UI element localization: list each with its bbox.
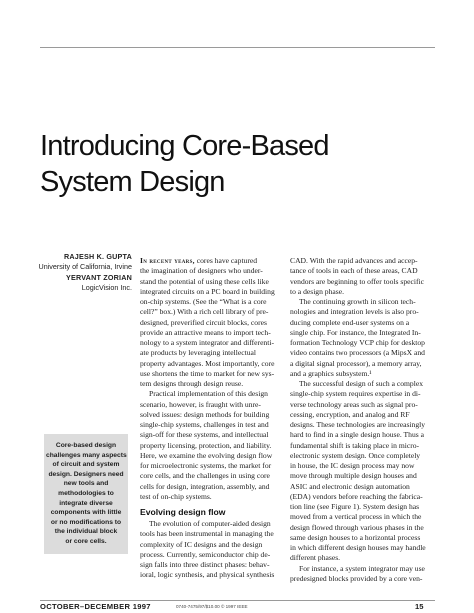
text-line: integrated circuits on a PC board in building: [140, 286, 275, 296]
text-line: tem designs through design reuse.: [140, 379, 244, 388]
text-line: process. Currently, semiconductor chip de-: [140, 549, 271, 559]
author-name: YERVANT ZORIAN: [65, 272, 132, 282]
copyright-notice: 0740-7475/97/$10.00 © 1997 IEEE: [176, 604, 248, 609]
text-line: For instance, a system integrator may use: [299, 563, 425, 573]
pull-quote-line: new tools and: [63, 480, 109, 488]
pull-quote-line: of circuit and system: [52, 461, 120, 469]
text-line: CAD. With the rapid advances and accep-: [290, 256, 418, 265]
text-line: core cells, and the challenges in using core: [140, 471, 270, 481]
text-line: cessing, encryption, and analog and RF: [290, 409, 410, 419]
text-line: different phases.: [290, 553, 341, 563]
text-line: predesigned blocks provided by a core ven-: [290, 573, 423, 583]
issue-date: OCTOBER–DECEMBER 1997: [40, 602, 151, 611]
text-line: for microelectronic systems, the market for: [140, 461, 272, 470]
header-rule: [40, 47, 435, 48]
text-line: sign falls into three distinct phases: behav-: [140, 560, 270, 569]
lead-line: [140, 256, 279, 266]
text-line: in house, the IC design process may now: [290, 461, 415, 470]
text-line: in which different design houses may handle: [290, 543, 426, 552]
section-heading: Evolving design flow: [140, 507, 226, 517]
paragraph: [140, 266, 279, 389]
paragraph: [290, 256, 429, 297]
body-column-right: [290, 256, 429, 584]
title-line-1: Introducing Core-Based: [40, 130, 329, 162]
title-line-2: System Design: [40, 166, 225, 198]
text-line: Here, we examine the evolving design flow: [140, 450, 273, 460]
footer-rule: [40, 600, 435, 601]
text-line: single chip. For instance, the Integrated In-: [290, 327, 421, 337]
text-line: scenario, however, is fraught with unre-: [140, 399, 261, 409]
page-number: 15: [415, 602, 424, 611]
text-line: moved from a vertical process in which the: [290, 512, 422, 522]
text-line: fundamental shift is taking place in micro-: [290, 440, 420, 450]
text-line: ate products by leveraging intellectual: [140, 348, 256, 358]
pull-quote-line: methodologies to: [58, 489, 114, 497]
pull-quote-line: components with little: [50, 509, 122, 517]
text-line: stand the potential of using these cells like: [140, 276, 269, 286]
text-line: (EDA) vendors before reaching the fabrica-: [290, 491, 423, 501]
text-line: vendors are beginning to offer tools specific: [290, 276, 424, 286]
text-line: nologies and integration levels is also pro-: [290, 307, 419, 317]
text-line: verse technology areas such as signal pro-: [290, 399, 418, 409]
text-line: and a graphics subsystem.¹: [290, 368, 372, 378]
text-line: designed, preverified circuit blocks, cores: [140, 317, 267, 327]
text-line: single-chip system requires expertise in di-: [290, 389, 421, 399]
text-line: video contains two processors (a MipsX and: [290, 348, 425, 358]
text-line: The successful design of such a complex: [299, 379, 423, 388]
author-byline: [28, 252, 132, 294]
text-line: complexity of IC designs and the design: [140, 539, 263, 549]
text-line: ASIC and electronic design automation: [290, 481, 410, 491]
text-line: sign-off for these systems, and intellectual: [140, 430, 269, 440]
text-line: tance of tools in each of these areas, CAD: [290, 266, 418, 276]
pull-quote-line: the individual block: [54, 528, 118, 536]
text-line: The continuing growth in silicon tech-: [299, 297, 416, 306]
text-line: property licensing, protection, and liability.: [140, 440, 272, 450]
lead-line-rest: cores have captured: [194, 256, 258, 265]
pull-quote-line: challenges many aspects: [46, 451, 127, 459]
text-line: formation Technology VCP chip for desktop: [290, 338, 425, 347]
text-line: ducing complete end-user systems on a: [290, 317, 410, 327]
paragraph: [140, 389, 279, 502]
author-affiliation: University of California, Irvine: [38, 262, 132, 272]
text-line: use shortens the time to market for new sys-: [140, 368, 275, 378]
pull-quote-line: Core-based design: [55, 442, 117, 449]
pull-quote-box: [44, 434, 128, 554]
text-line: hard to find in a single design house. Thus a: [290, 430, 424, 440]
author-affiliation: LogicVision Inc.: [81, 283, 132, 293]
paragraph: [290, 297, 429, 379]
paragraph: [290, 564, 429, 585]
paragraph: [140, 519, 279, 581]
body-column-middle: [140, 256, 279, 581]
text-line: property advantages. Most importantly, core: [140, 358, 275, 368]
text-line: to a design phase.: [290, 286, 344, 296]
paragraph: [290, 379, 429, 564]
text-line: provide an attractive means to import tech-: [140, 327, 271, 337]
text-line: The evolution of computer-aided design: [149, 519, 271, 528]
pull-quote-line: integrate diverse: [59, 499, 113, 507]
pull-quote-line: or core cells.: [65, 537, 107, 545]
text-line: a digital signal processor), a memory array,: [290, 358, 422, 368]
pull-quote-line: or no modifications to: [50, 518, 122, 526]
text-line: single-chip systems, challenges in test and: [140, 420, 269, 429]
text-line: cells for design, integration, assembly, and: [140, 481, 270, 491]
text-line: on-chip systems. (See the “What is a core: [140, 297, 267, 306]
text-line: tion line (see Figure 1). System design has: [290, 502, 420, 511]
text-line: tools has been instrumental in managing the: [140, 529, 274, 539]
text-line: move through multiple design houses and: [290, 471, 417, 481]
text-line: electronic system design. Once completely: [290, 450, 421, 460]
lead-words: In recent years,: [140, 256, 195, 265]
author-name: RAJESH K. GUPTA: [64, 252, 132, 261]
article-title: [40, 128, 440, 200]
text-line: ioral, logic synthesis, and physical synthesis: [140, 570, 275, 580]
text-line: nology to a system integrator and differenti-: [140, 338, 274, 347]
text-line: design flowed through various phases in the: [290, 522, 424, 532]
text-line: designs. These technologies are increasingly: [290, 420, 426, 429]
text-line: the imagination of designers who under-: [140, 266, 263, 276]
text-line: solved issues: design methods for building: [140, 409, 270, 419]
text-line: Practical implementation of this design: [149, 389, 268, 399]
text-line: same design houses to a horizontal process: [290, 532, 421, 542]
text-line: test of on-chip systems.: [140, 491, 212, 501]
text-line: cell?” box.) With a rich cell library of pre-: [140, 307, 269, 317]
pull-quote-line: design. Designers need: [48, 470, 124, 478]
